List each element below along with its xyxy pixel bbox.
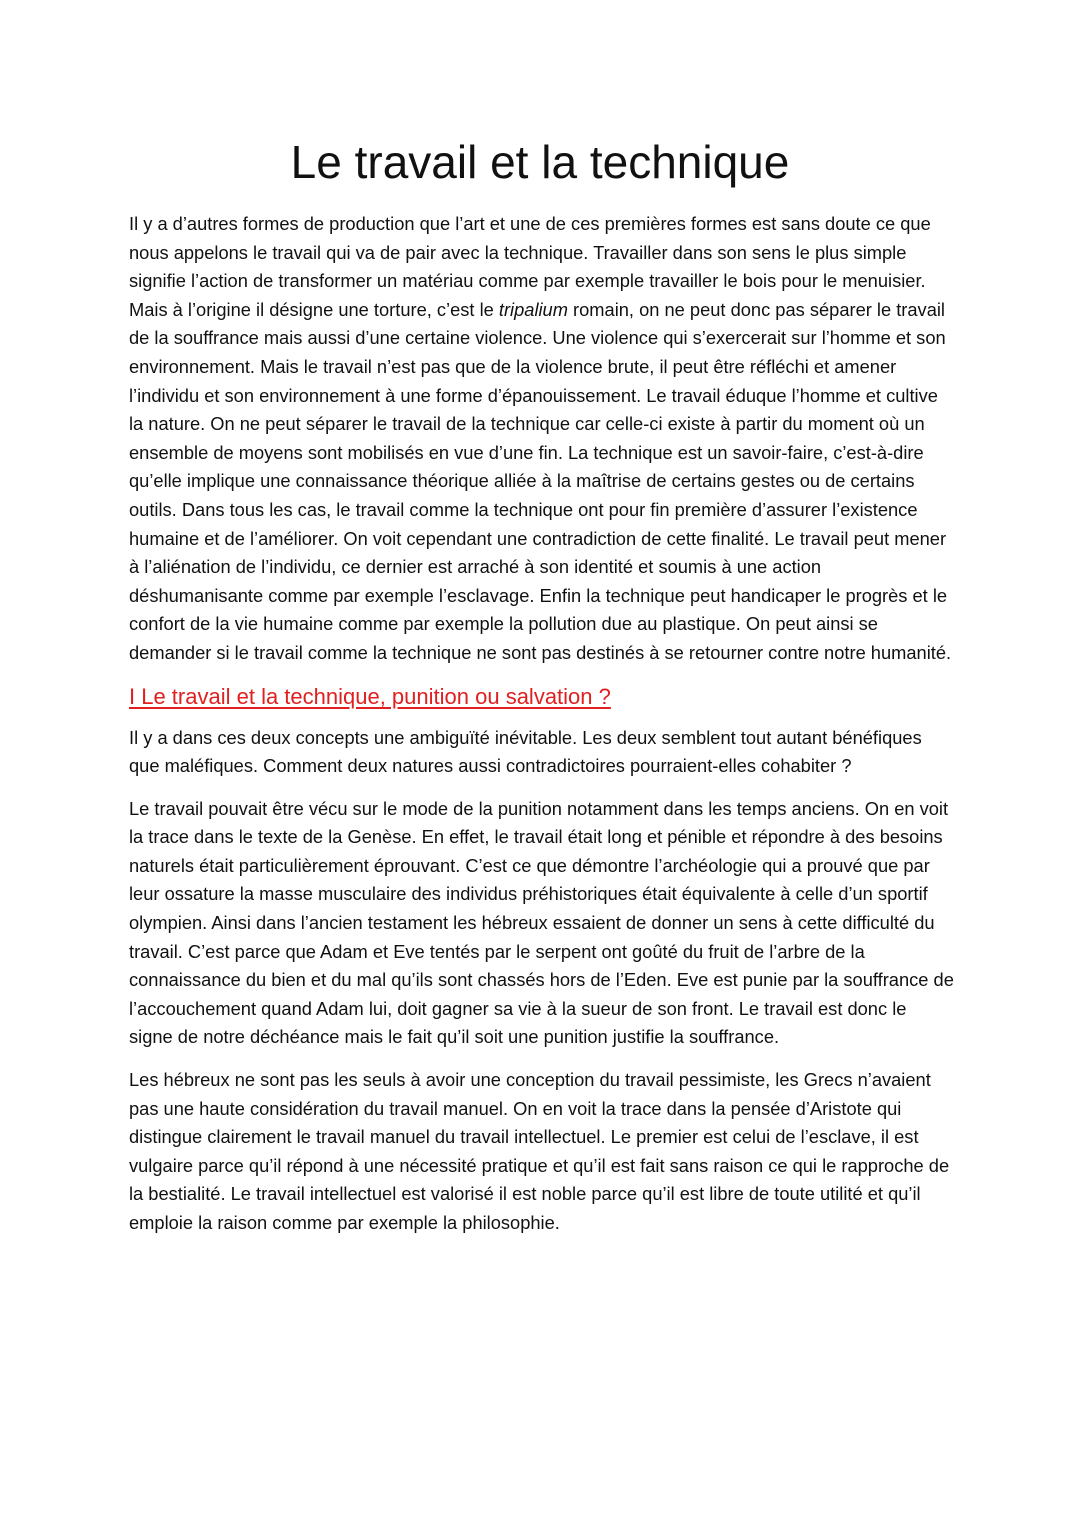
intro-paragraph (129, 210, 955, 668)
section-paragraph: Les hébreux ne sont pas les seuls à avoir une conception du travail pessimiste, les Grecs n’avaient pas une haute considération du travail manuel. On en voit la trace dans la pensée d’Aristote qui distingue clairement le travail manuel du travail intellectuel. Le premier est celui de l’esclave, il est vulgaire parce qu’il répond à une nécessité pratique et qu’il est fait sans raison ce qui le rapproche de la bestialité. Le travail intellectuel est valorisé il est noble parce qu’il est libre de toute utilité et qu’il emploie la raison comme par exemple la philosophie. (129, 1069, 950, 1233)
section-paragraph: Le travail pouvait être vécu sur le mode de la punition notamment dans les temps anciens. On en voit la trace dans le texte de la Genèse. En effet, le travail était long et pénible et répondre à des besoins naturels était particulièrement éprouvant. C’est ce que démontre l’archéologie qui a prouvé que par leur ossature la masse musculaire des individus préhistoriques était équivalente à celle d’un sportif olympien. Ainsi dans l’ancien testament les hébreux essaient de donner un sens à cette difficulté du travail. C’est parce que Adam et Eve tentés par le serpent ont goûté du fruit de l’arbre de la connaissance du bien et du mal qu’ils sont chassés hors de l’Eden. Eve est punie par la souffrance de l’accouchement quand Adam lui, doit gagner sa vie à la sueur de son front. Le travail est donc le signe de notre déchéance mais le fait qu’il soit une punition justifie la souffrance. (129, 797, 954, 1048)
section-paragraph: Il y a dans ces deux concepts une ambiguïté inévitable. Les deux semblent tout autant bénéfiques que maléfiques. Comment deux natures aussi contradictoires pourraient-elles cohabiter ? (129, 726, 922, 777)
document-title: Le travail et la technique (290, 136, 790, 188)
intro-text-part1: Il y a d’autres formes de production que l’art et une de ces premières formes est sans doute ce que nous appelons le travail qui va de pair avec la technique. Travailler dans son sens le plus simple signifie l’action de transformer un matériau comme par exemple travailler le bois pour le menuisier. Mais à l’origine il désigne une torture, c’est le (129, 213, 931, 320)
section-heading: I Le travail et la technique, punition ou salvation ? (129, 683, 611, 709)
intro-text-part2: romain, on ne peut donc pas séparer le travail de la souffrance mais aussi d’une certaine violence. Une violence qui s’exercerait sur l’homme et son environnement. Mais le travail n’est pas que de la violence brute, il peut être réfléchi et amener l’individu et son environnement à une forme d’épanouissement. Le travail éduque l’homme et cultive la nature. On ne peut séparer le travail de la technique car celle-ci existe à partir du moment où un ensemble de moyens sont mobilisés en vue d’une fin. La technique est un savoir-faire, c’est-à-dire qu’elle implique une connaissance théorique alliée à la maîtrise de certains gestes ou de certains outils. Dans tous les cas, le travail comme la technique ont pour fin première d’assurer l’existence humaine et de l’améliorer. On voit cependant une contradiction de cette finalité. Le travail peut mener à l’aliénation de l’individu, ce dernier est arraché à son identité et soumis à une action déshumanisante comme par exemple l’esclavage. Enfin la technique peut handicaper le progrès et le confort de la vie humaine comme par exemple la pollution due au plastique. On peut ainsi se demander si le travail comme la technique ne sont pas destinés à se retourner contre notre humanité. (129, 298, 952, 663)
intro-italic-term: tripalium (498, 298, 568, 320)
document-body (129, 210, 955, 1238)
